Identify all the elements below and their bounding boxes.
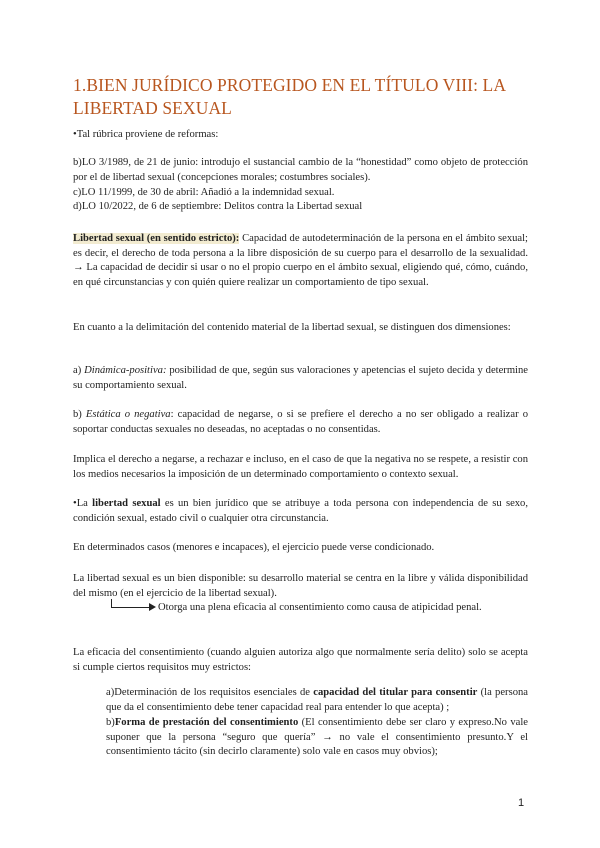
requirement-b-text: (El consentimiento debe ser claro y expreso.No vale suponer que la persona “seguro que quería” → no vale el consentimiento presunto.Y el consentimiento tácito (sin decirlo claramente) solo vale en casos muy obvios); [106,717,528,758]
eficacia-paragraph: La eficacia del consentimiento (cuando alguien autoriza algo que normalmente sería delito) solo se acepta si cumple ciertos requisitos muy estrictos: [73,647,528,673]
intro-line: •Tal rúbrica proviene de reformas: [73,129,219,140]
dimension-b-prefix: b) [73,409,86,420]
reform-c: c)LO 11/1999, de 30 de abril: Añadió a la indemnidad sexual. [73,187,335,198]
requirement-a-prefix: a)Determinación de los requisitos esenciales de [106,687,314,698]
bien-term: libertad sexual [92,498,161,509]
implies-paragraph: Implica el derecho a negarse, a rechazar e incluso, en el caso de que la negativa no se respete, a resistir con los medios necesarios la imposición de un determinado comportamiento o contexto sexual. [73,454,528,480]
requirement-b-prefix: b) [106,717,115,728]
dimension-a-text: posibilidad de que, según sus valoraciones y apetencias el sujeto decida y determine su comportamiento sexual. [73,365,528,391]
requirement-b-term: Forma de prestación del consentimiento [114,717,299,728]
page-number: 1 [518,797,525,809]
requirement-a-term: capacidad del titular para consentir [313,687,478,698]
definition-paragraph [73,232,528,290]
dimension-b [73,408,528,437]
arrow-connector [111,599,150,608]
definition-text: Capacidad de autodeterminación de la persona en el ámbito sexual; es decir, el derecho de toda persona a la libre disposición de su cuerpo para el desarrollo de la sexualidad. → La capacidad de decidir si usar o no el propio cuerpo en el ámbito sexual, eligiendo qué, cómo, cuándo, en qué circunstancias y con quién quiere realizar un comportamiento de tipo sexual. [73,233,529,288]
arrow-right-icon [149,603,156,611]
definition-term: Libertad sexual (en sentido estricto): [73,233,240,244]
bien-prefix: •La [73,498,93,509]
arrow-note: Otorga una plena eficacia al consentimiento como causa de atipicidad penal. [158,602,482,613]
dimension-b-term: Estática o negativa [85,409,171,420]
dimension-a-term: Dinámica-positiva: [84,365,167,376]
bien-text: es un bien jurídico que se atribuye a toda persona con independencia de su sexo, condición sexual, estado civil o cualquier otra circunstancia. [73,498,529,524]
requirement-a [106,686,528,715]
section-title: 1.BIEN JURÍDICO PROTEGIDO EN EL TÍTULO VIII: LA LIBERTAD SEXUAL [73,75,506,118]
cases-paragraph: En determinados casos (menores e incapaces), el ejercicio puede verse condicionado. [73,542,435,553]
bien-paragraph [73,497,528,526]
requirement-a-text: (la persona que da el consentimiento debe tener capacidad real para entender lo que acepta) ; [106,687,529,713]
disponible-paragraph: La libertad sexual es un bien disponible: su desarrollo material se centra en la libre y válida disponibilidad del mismo (en el ejercicio de la libertad sexual). [73,573,528,599]
dimension-a-prefix: a) [73,365,85,376]
dimensions-intro: En cuanto a la delimitación del contenido material de la libertad sexual, se distinguen dos dimensiones: [73,322,511,333]
reform-b: b)LO 3/1989, de 21 de junio: introdujo el sustancial cambio de la “honestidad” como objeto de protección por el de libertad sexual (concepciones morales; costumbres sociales). [73,157,528,183]
dimension-a [73,364,528,393]
requirement-b [106,716,528,760]
dimension-b-text: : capacidad de negarse, o si se prefiere el derecho a no ser obligado a realizar o soportar conductas sexuales no deseadas, no aceptadas o no consentidas. [73,409,528,435]
reform-d: d)LO 10/2022, de 6 de septiembre: Delitos contra la Libertad sexual [73,201,363,212]
